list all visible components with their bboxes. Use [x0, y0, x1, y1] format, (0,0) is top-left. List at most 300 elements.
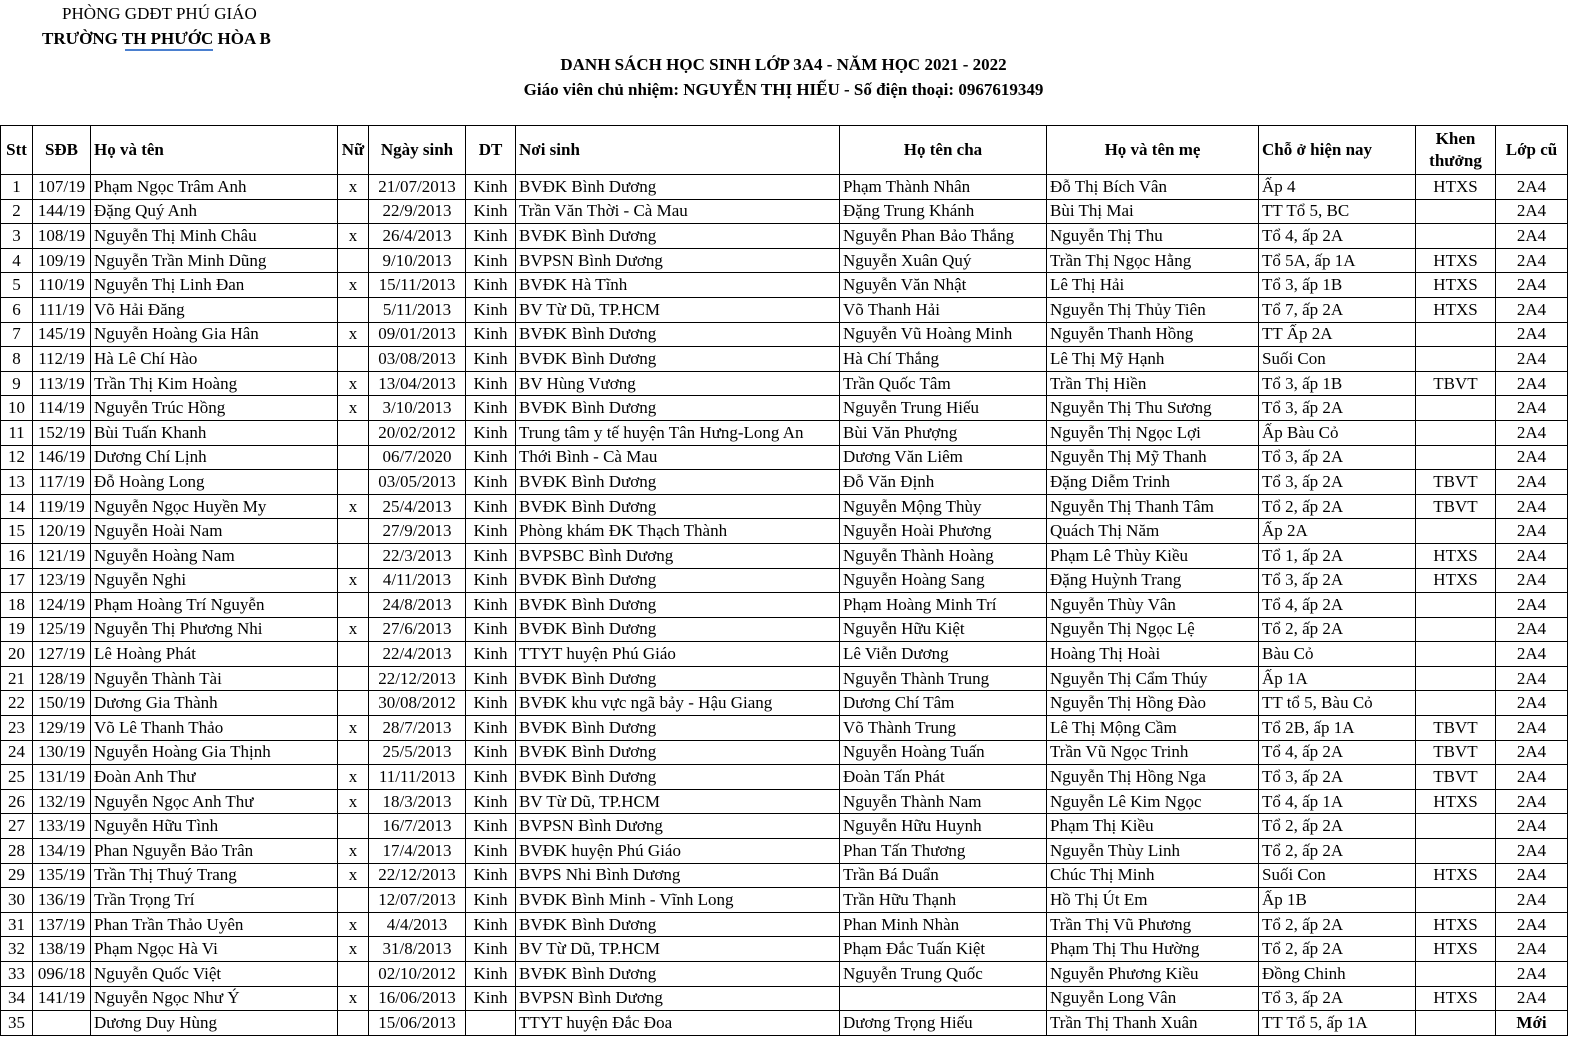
- cell-address: Suối Con: [1259, 347, 1416, 372]
- cell-award: HTXS: [1416, 986, 1496, 1011]
- cell-name: Phạm Ngọc Trâm Anh: [91, 175, 338, 200]
- cell-mother: Trần Thị Hiền: [1047, 371, 1259, 396]
- cell-sdb: 136/19: [33, 888, 91, 913]
- cell-stt: 10: [1, 396, 33, 421]
- cell-father: Hà Chí Thắng: [840, 347, 1047, 372]
- cell-father: Đặng Trung Khánh: [840, 199, 1047, 224]
- cell-sdb: 121/19: [33, 543, 91, 568]
- cell-birthplace: BVĐK Bình Dương: [516, 470, 840, 495]
- cell-name: Nguyễn Hoài Nam: [91, 519, 338, 544]
- table-row: [1, 839, 1568, 864]
- cell-father: Nguyễn Vũ Hoàng Minh: [840, 322, 1047, 347]
- cell-award: HTXS: [1416, 543, 1496, 568]
- cell-sdb: 128/19: [33, 666, 91, 691]
- cell-birthplace: BVĐK Hà Tĩnh: [516, 273, 840, 298]
- cell-old-class: 2A4: [1496, 814, 1568, 839]
- cell-award: [1416, 962, 1496, 987]
- cell-name: Trần Thị Kim Hoàng: [91, 371, 338, 396]
- cell-father: Võ Thanh Hải: [840, 297, 1047, 322]
- cell-stt: 9: [1, 371, 33, 396]
- cell-award: [1416, 888, 1496, 913]
- cell-stt: 18: [1, 593, 33, 618]
- cell-award: [1416, 617, 1496, 642]
- cell-award: [1416, 666, 1496, 691]
- cell-old-class: 2A4: [1496, 175, 1568, 200]
- cell-old-class: 2A4: [1496, 396, 1568, 421]
- cell-name: Nguyễn Thị Phương Nhi: [91, 617, 338, 642]
- cell-address: Tổ 2B, ấp 1A: [1259, 716, 1416, 741]
- cell-old-class: 2A4: [1496, 470, 1568, 495]
- cell-stt: 24: [1, 740, 33, 765]
- cell-old-class: 2A4: [1496, 593, 1568, 618]
- cell-old-class: 2A4: [1496, 224, 1568, 249]
- table-row: [1, 986, 1568, 1011]
- cell-father: Nguyễn Xuân Quý: [840, 248, 1047, 273]
- cell-father: Nguyễn Trung Quốc: [840, 962, 1047, 987]
- cell-father: Phan Minh Nhàn: [840, 912, 1047, 937]
- cell-female: x: [338, 494, 369, 519]
- cell-birthdate: 22/3/2013: [369, 543, 466, 568]
- cell-ethnicity: Kinh: [466, 494, 516, 519]
- cell-award: [1416, 224, 1496, 249]
- cell-female: x: [338, 273, 369, 298]
- cell-award: [1416, 839, 1496, 864]
- cell-mother: Lê Thị Mộng Cầm: [1047, 716, 1259, 741]
- cell-birthplace: BVĐK Bình Dương: [516, 494, 840, 519]
- cell-sdb: 119/19: [33, 494, 91, 519]
- cell-award: HTXS: [1416, 297, 1496, 322]
- cell-stt: 13: [1, 470, 33, 495]
- cell-father: Nguyễn Phan Bảo Thắng: [840, 224, 1047, 249]
- cell-ethnicity: Kinh: [466, 175, 516, 200]
- cell-address: Tổ 7, ấp 2A: [1259, 297, 1416, 322]
- cell-father: Phạm Đắc Tuấn Kiệt: [840, 937, 1047, 962]
- cell-female: [338, 519, 369, 544]
- cell-father: Dương Trọng Hiếu: [840, 1011, 1047, 1036]
- cell-female: [338, 1011, 369, 1036]
- cell-mother: Nguyễn Thị Hồng Nga: [1047, 765, 1259, 790]
- table-row: [1, 494, 1568, 519]
- cell-birthplace: BVĐK Bình Dương: [516, 716, 840, 741]
- cell-sdb: 112/19: [33, 347, 91, 372]
- cell-name: Phạm Ngọc Hà Vi: [91, 937, 338, 962]
- cell-father: Võ Thành Trung: [840, 716, 1047, 741]
- cell-address: Tổ 4, ấp 1A: [1259, 789, 1416, 814]
- cell-name: Trần Thị Thuý Trang: [91, 863, 338, 888]
- table-row: [1, 691, 1568, 716]
- cell-ethnicity: Kinh: [466, 297, 516, 322]
- col-header-old-class: Lớp cũ: [1496, 126, 1568, 175]
- cell-mother: Nguyễn Thị Thu Sương: [1047, 396, 1259, 421]
- cell-ethnicity: Kinh: [466, 568, 516, 593]
- cell-birthdate: 12/07/2013: [369, 888, 466, 913]
- cell-birthplace: BV Từ Dũ, TP.HCM: [516, 937, 840, 962]
- cell-name: Nguyễn Nghi: [91, 568, 338, 593]
- cell-birthdate: 11/11/2013: [369, 765, 466, 790]
- cell-old-class: 2A4: [1496, 445, 1568, 470]
- cell-female: x: [338, 396, 369, 421]
- cell-stt: 12: [1, 445, 33, 470]
- cell-birthplace: Trung tâm y tế huyện Tân Hưng-Long An: [516, 420, 840, 445]
- cell-address: Ấp Bàu Cỏ: [1259, 420, 1416, 445]
- cell-award: [1416, 642, 1496, 667]
- cell-sdb: 144/19: [33, 199, 91, 224]
- cell-mother: Trần Vũ Ngọc Trinh: [1047, 740, 1259, 765]
- cell-address: Tổ 3, ấp 2A: [1259, 986, 1416, 1011]
- cell-award: TBVT: [1416, 765, 1496, 790]
- cell-mother: Nguyễn Thị Cẩm Thúy: [1047, 666, 1259, 691]
- cell-birthdate: 3/10/2013: [369, 396, 466, 421]
- cell-stt: 35: [1, 1011, 33, 1036]
- cell-name: Nguyễn Quốc Việt: [91, 962, 338, 987]
- cell-stt: 34: [1, 986, 33, 1011]
- cell-birthplace: BVĐK Bình Dương: [516, 962, 840, 987]
- cell-female: [338, 814, 369, 839]
- cell-sdb: 108/19: [33, 224, 91, 249]
- cell-old-class: 2A4: [1496, 543, 1568, 568]
- table-row: [1, 543, 1568, 568]
- cell-father: Dương Văn Liêm: [840, 445, 1047, 470]
- cell-address: Tổ 3, ấp 1B: [1259, 371, 1416, 396]
- table-row: [1, 273, 1568, 298]
- cell-old-class: 2A4: [1496, 863, 1568, 888]
- cell-name: Đoàn Anh Thư: [91, 765, 338, 790]
- cell-mother: Nguyễn Thị Ngọc Lệ: [1047, 617, 1259, 642]
- cell-father: [840, 986, 1047, 1011]
- cell-stt: 28: [1, 839, 33, 864]
- cell-name: Nguyễn Thị Minh Châu: [91, 224, 338, 249]
- cell-old-class: 2A4: [1496, 666, 1568, 691]
- cell-ethnicity: Kinh: [466, 371, 516, 396]
- cell-birthplace: BVĐK Bình Dương: [516, 740, 840, 765]
- cell-name: Dương Gia Thành: [91, 691, 338, 716]
- cell-address: Tổ 5A, ấp 1A: [1259, 248, 1416, 273]
- cell-birthdate: 4/11/2013: [369, 568, 466, 593]
- cell-ethnicity: Kinh: [466, 765, 516, 790]
- cell-ethnicity: Kinh: [466, 937, 516, 962]
- cell-father: Nguyễn Hoài Phương: [840, 519, 1047, 544]
- table-row: [1, 888, 1568, 913]
- cell-birthdate: 27/6/2013: [369, 617, 466, 642]
- cell-father: Phan Tấn Thương: [840, 839, 1047, 864]
- cell-father: Đoàn Tấn Phát: [840, 765, 1047, 790]
- cell-old-class: 2A4: [1496, 912, 1568, 937]
- cell-sdb: 141/19: [33, 986, 91, 1011]
- cell-ethnicity: Kinh: [466, 962, 516, 987]
- table-row: [1, 396, 1568, 421]
- cell-father: Nguyễn Hữu Huynh: [840, 814, 1047, 839]
- cell-female: x: [338, 839, 369, 864]
- cell-ethnicity: Kinh: [466, 273, 516, 298]
- cell-birthdate: 02/10/2012: [369, 962, 466, 987]
- cell-birthdate: 24/8/2013: [369, 593, 466, 618]
- cell-ethnicity: Kinh: [466, 863, 516, 888]
- document-title: DANH SÁCH HỌC SINH LỚP 3A4 - NĂM HỌC 2021 - 2022: [560, 55, 1007, 74]
- col-header-address: Chỗ ở hiện nay: [1259, 126, 1416, 175]
- cell-name: Dương Duy Hùng: [91, 1011, 338, 1036]
- teacher-line: Giáo viên chủ nhiệm: NGUYỄN THỊ HIẾU - Số điện thoại: 0967619349: [523, 80, 1044, 99]
- cell-award: [1416, 396, 1496, 421]
- cell-name: Nguyễn Thành Tài: [91, 666, 338, 691]
- cell-old-class: 2A4: [1496, 839, 1568, 864]
- cell-father: Nguyễn Hữu Kiệt: [840, 617, 1047, 642]
- school-underline: [125, 49, 213, 51]
- cell-mother: Nguyễn Thùy Linh: [1047, 839, 1259, 864]
- cell-address: Tổ 3, ấp 2A: [1259, 445, 1416, 470]
- cell-sdb: [33, 1011, 91, 1036]
- cell-female: x: [338, 912, 369, 937]
- cell-old-class: 2A4: [1496, 322, 1568, 347]
- cell-birthplace: BVĐK huyện Phú Giáo: [516, 839, 840, 864]
- cell-address: Suối Con: [1259, 863, 1416, 888]
- cell-old-class: 2A4: [1496, 248, 1568, 273]
- cell-female: x: [338, 568, 369, 593]
- cell-sdb: 146/19: [33, 445, 91, 470]
- cell-sdb: 113/19: [33, 371, 91, 396]
- cell-stt: 26: [1, 789, 33, 814]
- cell-mother: Đặng Diễm Trinh: [1047, 470, 1259, 495]
- cell-sdb: 150/19: [33, 691, 91, 716]
- cell-ethnicity: Kinh: [466, 740, 516, 765]
- cell-female: x: [338, 765, 369, 790]
- cell-old-class: 2A4: [1496, 420, 1568, 445]
- cell-award: [1416, 445, 1496, 470]
- cell-mother: Nguyễn Thị Thủy Tiên: [1047, 297, 1259, 322]
- cell-address: TT Ấp 2A: [1259, 322, 1416, 347]
- cell-father: Lê Viễn Dương: [840, 642, 1047, 667]
- cell-stt: 31: [1, 912, 33, 937]
- table-row: [1, 1011, 1568, 1036]
- cell-ethnicity: Kinh: [466, 839, 516, 864]
- cell-sdb: 114/19: [33, 396, 91, 421]
- cell-ethnicity: [466, 1011, 516, 1036]
- cell-mother: Hoàng Thị Hoài: [1047, 642, 1259, 667]
- cell-birthplace: BVPS Nhi Bình Dương: [516, 863, 840, 888]
- cell-stt: 21: [1, 666, 33, 691]
- cell-father: Nguyễn Mộng Thùy: [840, 494, 1047, 519]
- cell-female: [338, 740, 369, 765]
- cell-ethnicity: Kinh: [466, 470, 516, 495]
- cell-address: Tổ 2, ấp 2A: [1259, 937, 1416, 962]
- table-row: [1, 617, 1568, 642]
- cell-birthplace: BVĐK Bình Dương: [516, 347, 840, 372]
- cell-old-class: 2A4: [1496, 888, 1568, 913]
- cell-female: x: [338, 617, 369, 642]
- cell-sdb: 138/19: [33, 937, 91, 962]
- col-header-female: Nữ: [338, 126, 369, 175]
- cell-birthplace: BV Từ Dũ, TP.HCM: [516, 789, 840, 814]
- cell-sdb: 107/19: [33, 175, 91, 200]
- cell-address: Tổ 2, ấp 2A: [1259, 839, 1416, 864]
- cell-stt: 5: [1, 273, 33, 298]
- table-row: [1, 716, 1568, 741]
- cell-old-class: 2A4: [1496, 740, 1568, 765]
- cell-old-class: 2A4: [1496, 716, 1568, 741]
- cell-female: [338, 199, 369, 224]
- cell-sdb: 137/19: [33, 912, 91, 937]
- cell-sdb: 110/19: [33, 273, 91, 298]
- cell-birthdate: 22/9/2013: [369, 199, 466, 224]
- cell-award: HTXS: [1416, 937, 1496, 962]
- cell-name: Bùi Tuấn Khanh: [91, 420, 338, 445]
- cell-mother: Trần Thị Thanh Xuân: [1047, 1011, 1259, 1036]
- cell-address: Tổ 2, ấp 2A: [1259, 617, 1416, 642]
- cell-female: x: [338, 863, 369, 888]
- table-row: [1, 937, 1568, 962]
- cell-female: [338, 543, 369, 568]
- cell-female: x: [338, 937, 369, 962]
- cell-father: Bùi Văn Phượng: [840, 420, 1047, 445]
- cell-stt: 3: [1, 224, 33, 249]
- cell-ethnicity: Kinh: [466, 642, 516, 667]
- table-row: [1, 224, 1568, 249]
- table-row: [1, 322, 1568, 347]
- cell-father: Nguyễn Văn Nhật: [840, 273, 1047, 298]
- cell-address: Tổ 3, ấp 1B: [1259, 273, 1416, 298]
- cell-award: [1416, 420, 1496, 445]
- cell-birthplace: TTYT huyện Phú Giáo: [516, 642, 840, 667]
- cell-address: Tổ 2, ấp 2A: [1259, 814, 1416, 839]
- cell-birthplace: BVPSBC Bình Dương: [516, 543, 840, 568]
- cell-name: Nguyễn Ngọc Anh Thư: [91, 789, 338, 814]
- cell-father: Nguyễn Thành Hoàng: [840, 543, 1047, 568]
- table-row: [1, 568, 1568, 593]
- cell-ethnicity: Kinh: [466, 691, 516, 716]
- table-row: [1, 248, 1568, 273]
- cell-sdb: 134/19: [33, 839, 91, 864]
- cell-female: x: [338, 986, 369, 1011]
- cell-female: [338, 593, 369, 618]
- cell-stt: 22: [1, 691, 33, 716]
- cell-old-class: 2A4: [1496, 568, 1568, 593]
- cell-father: Dương Chí Tâm: [840, 691, 1047, 716]
- cell-name: Lê Hoàng Phát: [91, 642, 338, 667]
- cell-old-class: 2A4: [1496, 347, 1568, 372]
- cell-ethnicity: Kinh: [466, 445, 516, 470]
- cell-birthdate: 15/06/2013: [369, 1011, 466, 1036]
- cell-award: TBVT: [1416, 716, 1496, 741]
- col-header-name: Họ và tên: [91, 126, 338, 175]
- cell-ethnicity: Kinh: [466, 789, 516, 814]
- cell-name: Đỗ Hoàng Long: [91, 470, 338, 495]
- cell-birthdate: 15/11/2013: [369, 273, 466, 298]
- cell-birthplace: Phòng khám ĐK Thạch Thành: [516, 519, 840, 544]
- cell-female: [338, 248, 369, 273]
- cell-sdb: 117/19: [33, 470, 91, 495]
- cell-female: [338, 470, 369, 495]
- cell-stt: 2: [1, 199, 33, 224]
- cell-mother: Nguyễn Thị Hồng Đào: [1047, 691, 1259, 716]
- student-table: [0, 125, 1568, 1036]
- cell-female: [338, 420, 369, 445]
- cell-name: Nguyễn Hoàng Nam: [91, 543, 338, 568]
- cell-address: Tổ 3, ấp 2A: [1259, 396, 1416, 421]
- cell-birthplace: BVĐK khu vực ngã bảy - Hậu Giang: [516, 691, 840, 716]
- table-row: [1, 371, 1568, 396]
- cell-old-class: 2A4: [1496, 199, 1568, 224]
- cell-birthdate: 9/10/2013: [369, 248, 466, 273]
- cell-award: [1416, 519, 1496, 544]
- cell-ethnicity: Kinh: [466, 716, 516, 741]
- cell-address: Tổ 2, ấp 2A: [1259, 494, 1416, 519]
- cell-birthplace: BV Từ Dũ, TP.HCM: [516, 297, 840, 322]
- cell-stt: 7: [1, 322, 33, 347]
- cell-award: TBVT: [1416, 371, 1496, 396]
- cell-birthplace: Thới Bình - Cà Mau: [516, 445, 840, 470]
- cell-stt: 15: [1, 519, 33, 544]
- cell-birthdate: 5/11/2013: [369, 297, 466, 322]
- cell-female: [338, 888, 369, 913]
- cell-birthplace: BVĐK Bình Dương: [516, 765, 840, 790]
- cell-father: Nguyễn Trung Hiếu: [840, 396, 1047, 421]
- cell-old-class: 2A4: [1496, 371, 1568, 396]
- cell-sdb: 111/19: [33, 297, 91, 322]
- cell-birthplace: BV Hùng Vương: [516, 371, 840, 396]
- cell-female: [338, 445, 369, 470]
- cell-mother: Phạm Thị Thu Hường: [1047, 937, 1259, 962]
- cell-address: Ấp 4: [1259, 175, 1416, 200]
- cell-name: Nguyễn Trần Minh Dũng: [91, 248, 338, 273]
- cell-stt: 11: [1, 420, 33, 445]
- cell-stt: 29: [1, 863, 33, 888]
- col-header-sdb: SĐB: [33, 126, 91, 175]
- cell-name: Phan Trần Thảo Uyên: [91, 912, 338, 937]
- table-row: [1, 297, 1568, 322]
- cell-name: Võ Lê Thanh Thảo: [91, 716, 338, 741]
- cell-ethnicity: Kinh: [466, 912, 516, 937]
- cell-ethnicity: Kinh: [466, 986, 516, 1011]
- cell-old-class: 2A4: [1496, 642, 1568, 667]
- cell-stt: 33: [1, 962, 33, 987]
- cell-award: [1416, 322, 1496, 347]
- cell-mother: Trần Thị Vũ Phương: [1047, 912, 1259, 937]
- cell-name: Nguyễn Thị Linh Đan: [91, 273, 338, 298]
- cell-award: HTXS: [1416, 863, 1496, 888]
- cell-old-class: 2A4: [1496, 691, 1568, 716]
- cell-birthdate: 28/7/2013: [369, 716, 466, 741]
- cell-mother: Lê Thị Mỹ Hạnh: [1047, 347, 1259, 372]
- cell-ethnicity: Kinh: [466, 666, 516, 691]
- table-body: [1, 175, 1568, 1036]
- cell-award: TBVT: [1416, 470, 1496, 495]
- cell-name: Phan Nguyễn Bảo Trân: [91, 839, 338, 864]
- table-row: [1, 470, 1568, 495]
- cell-birthplace: BVĐK Bình Dương: [516, 912, 840, 937]
- cell-address: Tổ 1, ấp 2A: [1259, 543, 1416, 568]
- cell-father: Trần Bá Duẩn: [840, 863, 1047, 888]
- cell-ethnicity: Kinh: [466, 224, 516, 249]
- cell-sdb: 131/19: [33, 765, 91, 790]
- cell-award: HTXS: [1416, 912, 1496, 937]
- cell-address: Tổ 3, ấp 2A: [1259, 568, 1416, 593]
- cell-mother: Bùi Thị Mai: [1047, 199, 1259, 224]
- cell-female: [338, 691, 369, 716]
- cell-old-class: 2A4: [1496, 273, 1568, 298]
- cell-birthplace: BVPSN Bình Dương: [516, 986, 840, 1011]
- cell-ethnicity: Kinh: [466, 248, 516, 273]
- cell-sdb: 125/19: [33, 617, 91, 642]
- table-row: [1, 593, 1568, 618]
- cell-birthplace: BVĐK Bình Dương: [516, 617, 840, 642]
- cell-address: Tổ 4, ấp 2A: [1259, 593, 1416, 618]
- cell-mother: Quách Thị Năm: [1047, 519, 1259, 544]
- cell-old-class: Mới: [1496, 1011, 1568, 1036]
- cell-father: Phạm Thành Nhân: [840, 175, 1047, 200]
- cell-birthdate: 4/4/2013: [369, 912, 466, 937]
- cell-female: [338, 347, 369, 372]
- cell-birthdate: 25/5/2013: [369, 740, 466, 765]
- table-row: [1, 962, 1568, 987]
